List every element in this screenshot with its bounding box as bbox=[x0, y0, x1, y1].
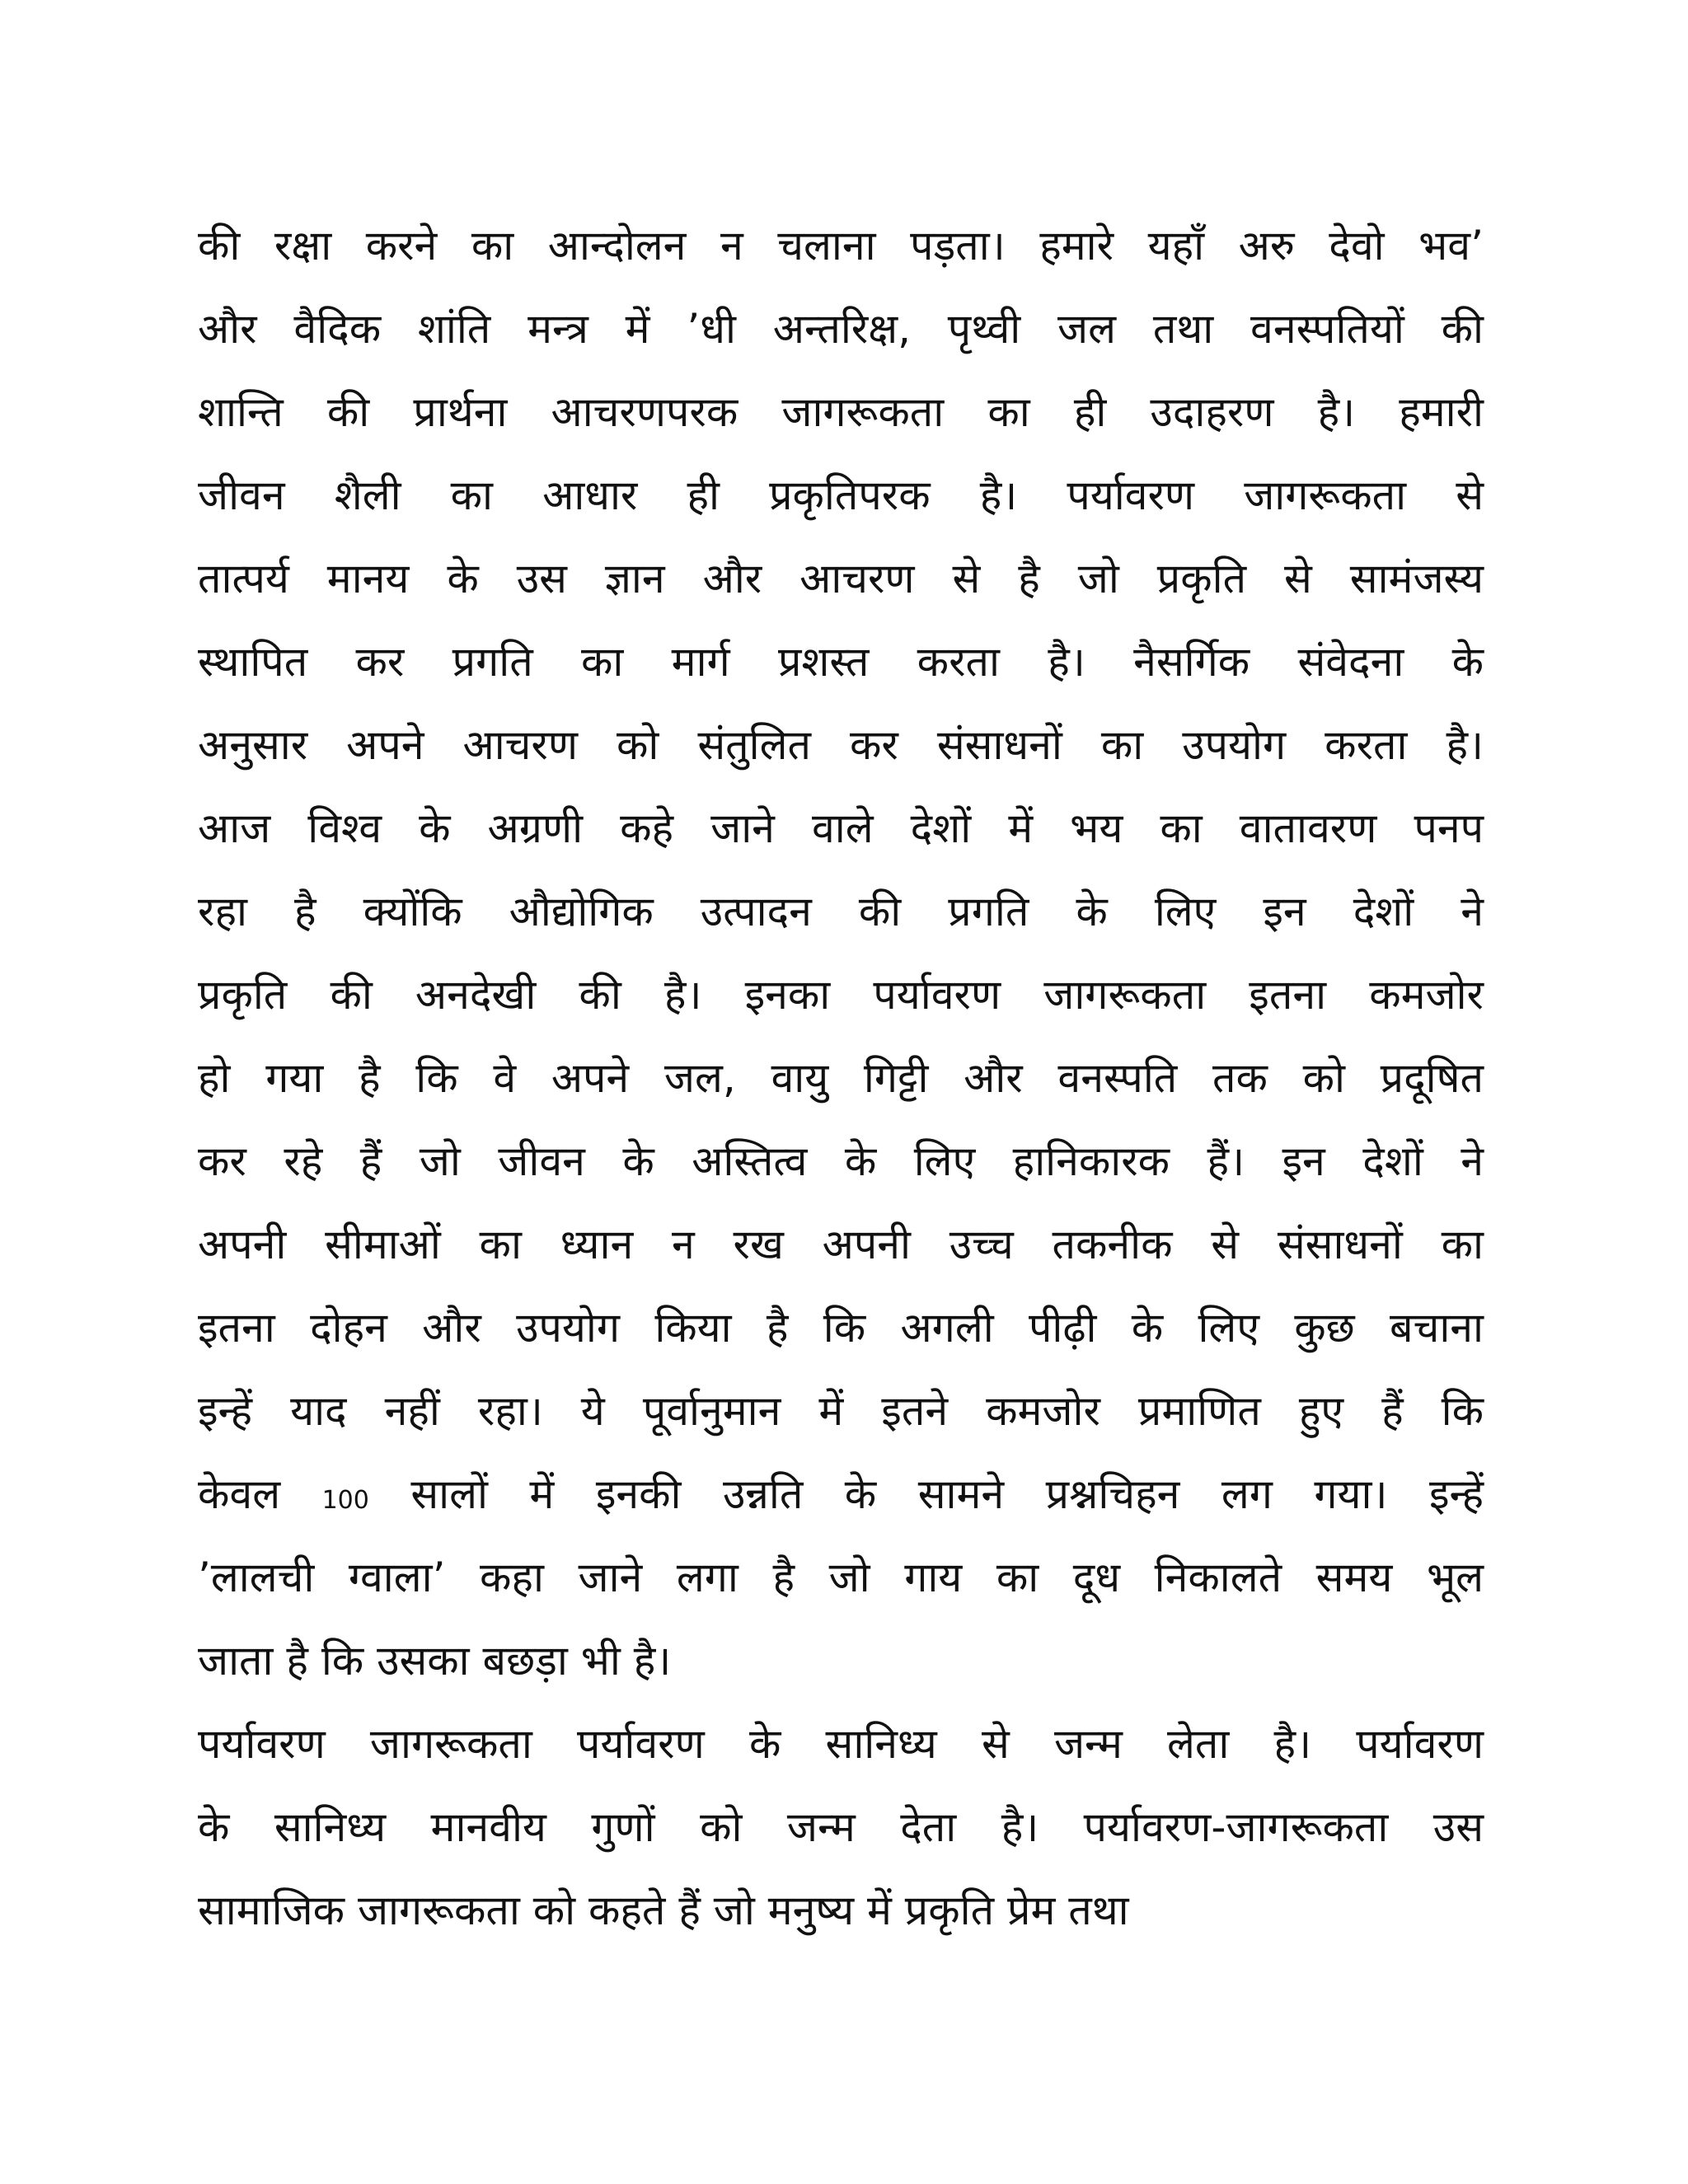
text-line: जीवन शैली का आधार ही प्रकृतिपरक है। पर्यावरण जागरूकता से bbox=[198, 471, 1484, 519]
text-line: अपनी सीमाओं का ध्यान न रख अपनी उच्च तकनीक से संसाधनों का bbox=[198, 1221, 1484, 1268]
text-line: रहा है क्योंकि औद्योगिक उत्पादन की प्रगति के लिए इन देशों ने bbox=[198, 888, 1484, 935]
text-line: तात्पर्य मानय के उस ज्ञान और आचरण से है जो प्रकृति से सामंजस्य bbox=[198, 555, 1484, 602]
text-line: इन्हें याद नहीं रहा। ये पूर्वानुमान में इतने कमजोर प्रमाणित हुए हैं कि bbox=[198, 1387, 1484, 1435]
text-line: स्थापित कर प्रगति का मार्ग प्रशस्त करता है। नैसर्गिक संवेदना के bbox=[198, 638, 1484, 686]
text-line: प्रकृति की अनदेखी की है। इनका पर्यावरण जागरूकता इतना कमजोर bbox=[198, 971, 1484, 1019]
text-line: इतना दोहन और उपयोग किया है कि अगली पीढ़ी के लिए कुछ बचाना bbox=[198, 1304, 1484, 1352]
text-line: और वैदिक शांति मन्त्र में ’धी अन्तरिक्ष, पृथ्वी जल तथा वनस्पतियों की bbox=[198, 305, 1484, 353]
text-line: कर रहे हैं जो जीवन के अस्तित्व के लिए हानिकारक हैं। इन देशों ने bbox=[198, 1137, 1484, 1185]
line-text-before-number: केवल bbox=[198, 1470, 322, 1518]
body-text bbox=[198, 204, 1484, 1952]
text-line: शान्ति की प्रार्थना आचरणपरक जागरूकता का ही उदाहरण है। हमारी bbox=[198, 388, 1484, 436]
text-line: पर्यावरण जागरूकता पर्यावरण के सानिध्य से जन्म लेता है। पर्यावरण bbox=[198, 1720, 1484, 1768]
paragraph-end-line: जाता है कि उसका बछड़ा भी है। bbox=[198, 1637, 672, 1685]
text-line: आज विश्व के अग्रणी कहे जाने वाले देशों में भय का वातावरण पनप bbox=[198, 804, 1484, 852]
text-line: के सानिध्य मानवीय गुणों को जन्म देता है। पर्यावरण-जागरूकता उस bbox=[198, 1803, 1484, 1851]
text-line: ’लालची ग्वाला’ कहा जाने लगा है जो गाय का दूध निकालते समय भूल bbox=[198, 1554, 1484, 1601]
text-line: अनुसार अपने आचरण को संतुलित कर संसाधनों का उपयोग करता है। bbox=[198, 721, 1484, 769]
text-line: हो गया है कि वे अपने जल, वायु गिट्टी और वनस्पति तक को प्रदूषित bbox=[198, 1054, 1484, 1102]
text-line-with-number bbox=[198, 1453, 1484, 1536]
line-text-after-number: सालों में इनकी उन्नति के सामने प्रश्नचिहन लग गया। इन्हें bbox=[368, 1470, 1484, 1518]
inline-number: 100 bbox=[321, 1486, 369, 1515]
text-line: सामाजिक जागरूकता को कहते हैं जो मनुष्य में प्रकृति प्रेम तथा bbox=[198, 1886, 1129, 1934]
text-line: की रक्षा करने का आन्दोलन न चलाना पड़ता। हमारे यहाँ अरु देवो भव’ bbox=[198, 222, 1484, 269]
